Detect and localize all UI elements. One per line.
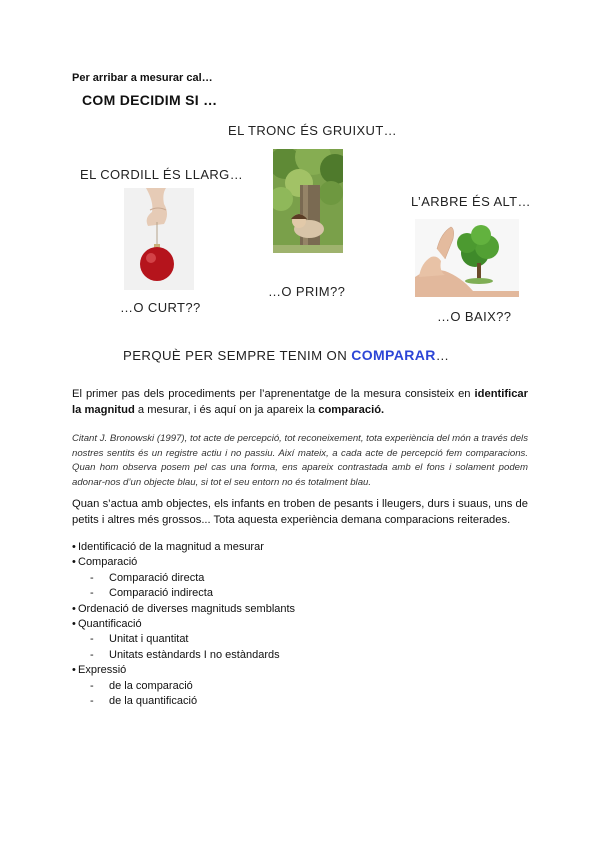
dash-icon: - [90,695,94,708]
caption-baix: …O BAIX?? [437,309,512,324]
bullet-icon: • [72,602,76,615]
bullet-icon: • [72,664,76,677]
outline-item [72,540,295,555]
main-question-heading: COM DECIDIM SI … [82,92,218,108]
tree-hug-photo [273,149,343,253]
caption-arbre: L’ARBRE ÉS ALT… [411,194,531,209]
dash-icon: - [90,587,94,600]
outline-subitem [72,586,295,601]
bullet-icon: • [72,556,76,569]
para1-bold-comparacio: comparació. [318,404,385,416]
dash-icon: - [90,648,94,661]
outline-subitem [72,571,295,586]
outline-item-label: Expressió [78,664,127,677]
outline-subitem [72,648,295,663]
hand-tree-photo [415,219,519,297]
outline-subitem [72,632,295,647]
outline-subitem-label: de la comparació [109,679,193,692]
caption-tronc: EL TRONC ÉS GRUIXUT… [228,123,398,138]
bullet-icon: • [72,618,76,631]
caption-curt: …O CURT?? [120,300,201,315]
outline-item-label: Quantificació [78,618,142,631]
compare-suffix: … [435,348,450,363]
caption-prim: …O PRIM?? [268,284,346,299]
outline-item [72,555,295,570]
outline-item-label: Ordenació de diverses magnituds semblants [78,602,296,615]
para1-text-1: El primer pas dels procediments per l’aprenentatge de la mesura consisteix en [72,388,475,400]
objects-paragraph: Quan s’actua amb objectes, els infants en troben de pesants i lleugers, durs i suaus, uns de petits i altres més grossos... Tota aquesta experiència demana comparacions reiterades. [72,498,528,526]
outline-subitem-label: de la quantificació [109,695,198,708]
dash-icon: - [90,633,94,646]
caption-cordill: EL CORDILL ÉS LLARG… [80,167,244,182]
compare-prefix: PERQUÈ PER SEMPRE TENIM ON [123,348,352,363]
compare-highlight: COMPARAR [351,347,436,363]
para1-bold-magnitud: identificar la magnitud [72,388,528,416]
outline-subitem-label: Unitats estàndards I no estàndards [109,648,280,661]
outline-subitem-label: Unitat i quantitat [109,633,189,646]
procedure-outline [72,540,295,709]
intro-heading: Per arribar a mesurar cal… [72,72,213,84]
outline-item-label: Comparació [78,556,138,569]
outline-item [72,602,295,617]
outline-subitem [72,679,295,694]
para1-text-2: a mesurar, i és aquí on ja apareix la [134,404,319,416]
outline-item [72,663,295,678]
intro-paragraph [72,386,528,418]
outline-subitem-label: Comparació indirecta [109,587,213,600]
outline-subitem [72,694,295,709]
outline-item [72,617,295,632]
compare-statement [123,347,449,363]
outline-item-label: Identificació de la magnitud a mesurar [78,541,264,553]
dash-icon: - [90,571,94,584]
bronowski-quote: Citant J. Bronowski (1997), tot acte de percepció, tot reconeixement, tota experiència del món a través dels nostres sentits és un registre actiu i no passiu. Així mateix, a cada acte de percepció fem comparacions. Quan hom observa posem pel cas una forma, ens apareix contrastada amb el fons i solament podem adonar-nos d’un objecte blau, si tot el seu entorn no és totalment blau. [72,433,528,488]
dash-icon: - [90,679,94,692]
hand-ornament-photo [124,188,194,290]
outline-subitem-label: Comparació directa [109,571,205,584]
bullet-icon: • [72,541,76,553]
